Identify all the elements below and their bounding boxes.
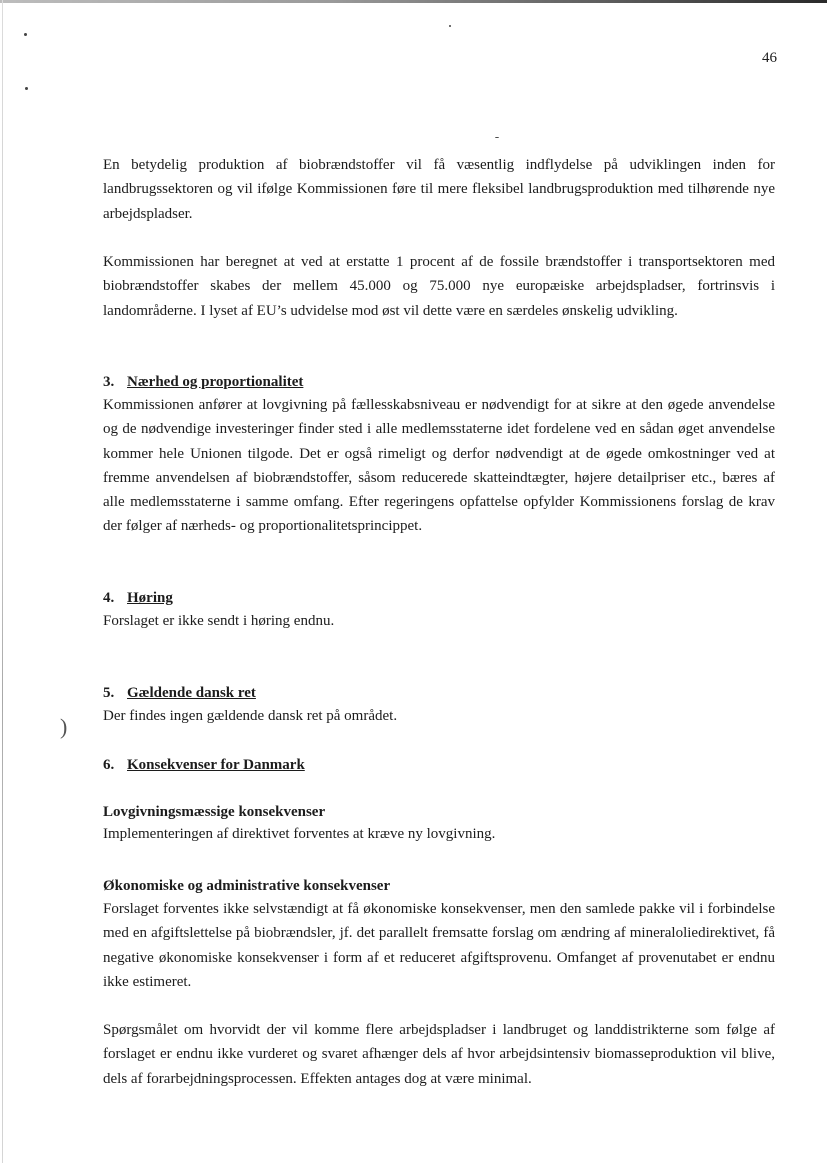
section-heading-5: [103, 683, 256, 703]
paragraph-jobs-estimate: Kommissionen har beregnet at ved at erstatte 1 procent af de fossile brændstoffer i transportsektoren med biobrændstoffer skabes der mellem 45.000 og 75.000 nye europæiske arbejdspladser, fortrinsvis i landområderne. I lyset af EU’s udvidelse mod øst vil dette være en særdeles ønskelig udvikling.: [103, 254, 775, 319]
section-number: 5.: [103, 685, 115, 701]
scan-speck: [25, 87, 28, 90]
paragraph-current-law: Der findes ingen gældende dansk ret på området.: [103, 708, 398, 724]
page-number: 46: [762, 50, 777, 66]
paragraph-employment-question: Spørgsmålet om hvorvidt der vil komme flere arbejdspladser i landbruget og landdistrikterne som følge af forslaget er endnu ikke vurderet og svaret afhænger dels af hvor arbejdsintensiv biomasseproduktion vil blive, dels af forarbejdningsprocessen. Effekten antages dog at være minimal.: [103, 1022, 775, 1087]
scan-speck: [495, 137, 499, 138]
section-number: 4.: [103, 590, 115, 606]
paragraph-biofuel-production: En betydelig produktion af biobrændstoffer vil få væsentlig indflydelse på udviklingen inden for landbrugssektoren og vil ifølge Kommissionen føre til mere fleksibel landbrugsproduktion med tilhørende nye arbejdspladser.: [103, 157, 775, 222]
subheading-legal-consequences: Lovgivningsmæssige konsekvenser: [103, 804, 326, 820]
section-title: Gældende dansk ret: [127, 685, 256, 701]
paragraph-consultation: Forslaget er ikke sendt i høring endnu.: [103, 613, 335, 629]
scan-mark: ): [60, 714, 68, 739]
paragraph-economic-consequences: Forslaget forventes ikke selvstændigt at få økonomiske konsekvenser, men den samlede pakke vil i forbindelse med en afgiftslettelse på biobrændsler, jf. det parallelt fremsatte forslag om ændring af mineraloliedirektivet, få negative økonomiske konsekvenser i form af et reduceret afgiftsprovenu. Omfanget af provenutabet er endnu ikke estimeret.: [103, 901, 775, 990]
scan-edge-left: [2, 0, 3, 1163]
section-heading-6: [103, 755, 305, 775]
section-number: 3.: [103, 374, 115, 390]
section-heading-3: [103, 372, 303, 392]
scan-edge-top: [0, 0, 827, 3]
scan-speck: [449, 25, 451, 27]
paragraph-legal-consequences: Implementeringen af direktivet forventes at kræve ny lovgivning.: [103, 826, 496, 842]
scan-speck: [24, 33, 27, 36]
section-title: Høring: [127, 590, 173, 606]
section-heading-4: [103, 588, 173, 608]
section-title: Nærhed og proportionalitet: [127, 374, 304, 390]
subheading-economic-consequences: Økonomiske og administrative konsekvenser: [103, 878, 391, 894]
section-number: 6.: [103, 757, 115, 773]
paragraph-subsidiarity: Kommissionen anfører at lovgivning på fællesskabsniveau er nødvendigt for at sikre at den øgede anvendelse og de nødvendige investeringer finder sted i alle medlemsstaterne idet fordelene ved en sådan øget anvendelse kommer hele Unionen tilgode. Det er også rimeligt og derfor nødvendigt at de øgede omkostninger ved at fremme anvendelsen af biobrændstoffer, såsom reducerede skatteindtægter, højere detailpriser etc., bæres af alle medlemsstaterne i samme omfang. Efter regeringens opfattelse opfylder Kommissionens forslag de krav der følger af nærheds- og proportionalitetsprincippet.: [103, 397, 775, 535]
section-title: Konsekvenser for Danmark: [127, 757, 305, 773]
